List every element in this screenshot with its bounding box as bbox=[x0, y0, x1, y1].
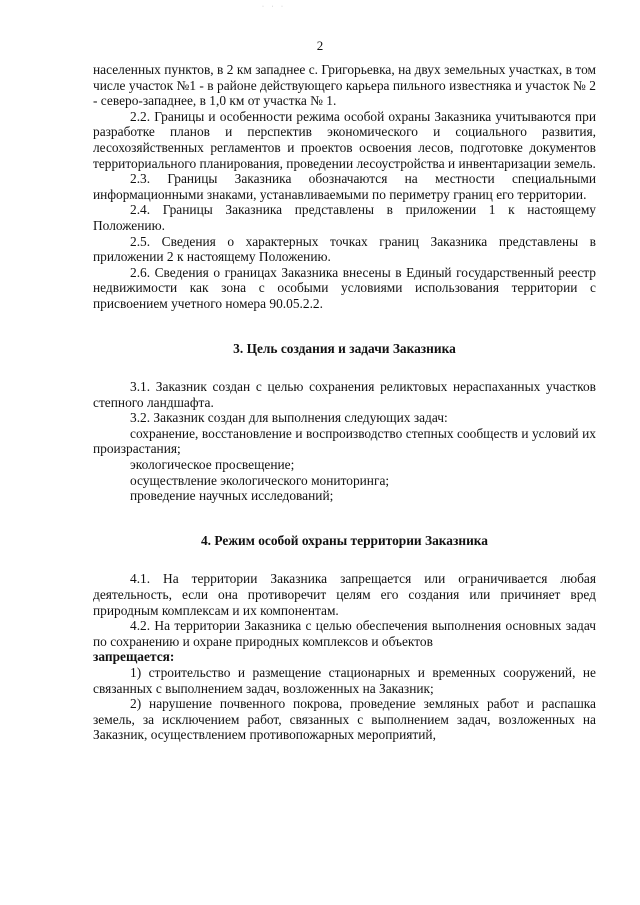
paragraph-4-1: 4.1. На территории Заказника запрещается или ограничивается любая деятельность, если она противоречит целям его создания или причиняет вред природным комплексам и их компонентам. bbox=[93, 571, 596, 618]
prohibited-item: 1) строительство и размещение стационарных и временных сооружений, не связанных с выполнением задач, возложенных на Заказник; bbox=[93, 665, 596, 696]
paragraph-3-2: 3.2. Заказник создан для выполнения следующих задач: bbox=[130, 410, 448, 426]
task-item: проведение научных исследований; bbox=[130, 488, 334, 504]
paragraph-continuation: населенных пунктов, в 2 км западнее с. Григорьевка, на двух земельных участках, в том числе участок №1 - в районе действующего карьера пильного известняка и участок № 2 - северо-западнее, в 1,0 км от участка № 1. bbox=[93, 62, 596, 109]
paragraph-4-2: 4.2. На территории Заказника с целью обеспечения выполнения основных задач по сохранению и охране природных комплексов и объектов bbox=[93, 618, 596, 649]
scan-artifact: · · · bbox=[262, 4, 286, 10]
section-4-heading: 4. Режим особой охраны территории Заказника bbox=[200, 532, 488, 548]
paragraph-3-1: 3.1. Заказник создан с целью сохранения реликтовых нераспаханных участков степного ландшафта. bbox=[93, 379, 596, 410]
task-item: экологическое просвещение; bbox=[130, 457, 295, 473]
paragraph-2-6: 2.6. Сведения о границах Заказника внесены в Единый государственный реестр недвижимости как зона с особыми условиями использования территории с присвоением учетного номера 90.05.2.2. bbox=[93, 264, 596, 311]
paragraph-2-5: 2.5. Сведения о характерных точках границ Заказника представлены в приложении 2 к настоящему Положению. bbox=[93, 233, 596, 265]
page-number: 2 bbox=[316, 38, 324, 53]
paragraph-2-2: 2.2. Границы и особенности режима особой охраны Заказника учитываются при разработке планов и перспектив экономического и социального развития, лесохозяйственных регламентов и проектов освоения лесов, подготовке документов территориального планирования, проведении лесоустройства и инвентаризации земель. bbox=[93, 108, 596, 171]
task-item: осуществление экологического мониторинга; bbox=[130, 472, 390, 488]
document-body bbox=[93, 62, 596, 743]
paragraph-2-3: 2.3. Границы Заказника обозначаются на местности специальными информационными знаками, устанавливаемыми по периметру границ его территории. bbox=[93, 171, 596, 202]
prohibited-label: запрещается: bbox=[93, 649, 175, 665]
task-item: сохранение, восстановление и воспроизводство степных сообществ и условий их произрастания; bbox=[93, 425, 596, 457]
section-3-heading: 3. Цель создания и задачи Заказника bbox=[233, 340, 456, 356]
prohibited-item: 2) нарушение почвенного покрова, проведение земляных работ и распашка земель, за исключением работ, связанных с выполнением задач, возложенных на Заказник, осуществлением противопожарных мероприятий, bbox=[93, 696, 596, 743]
paragraph-2-4: 2.4. Границы Заказника представлены в приложении 1 к настоящему Положению. bbox=[93, 202, 596, 233]
